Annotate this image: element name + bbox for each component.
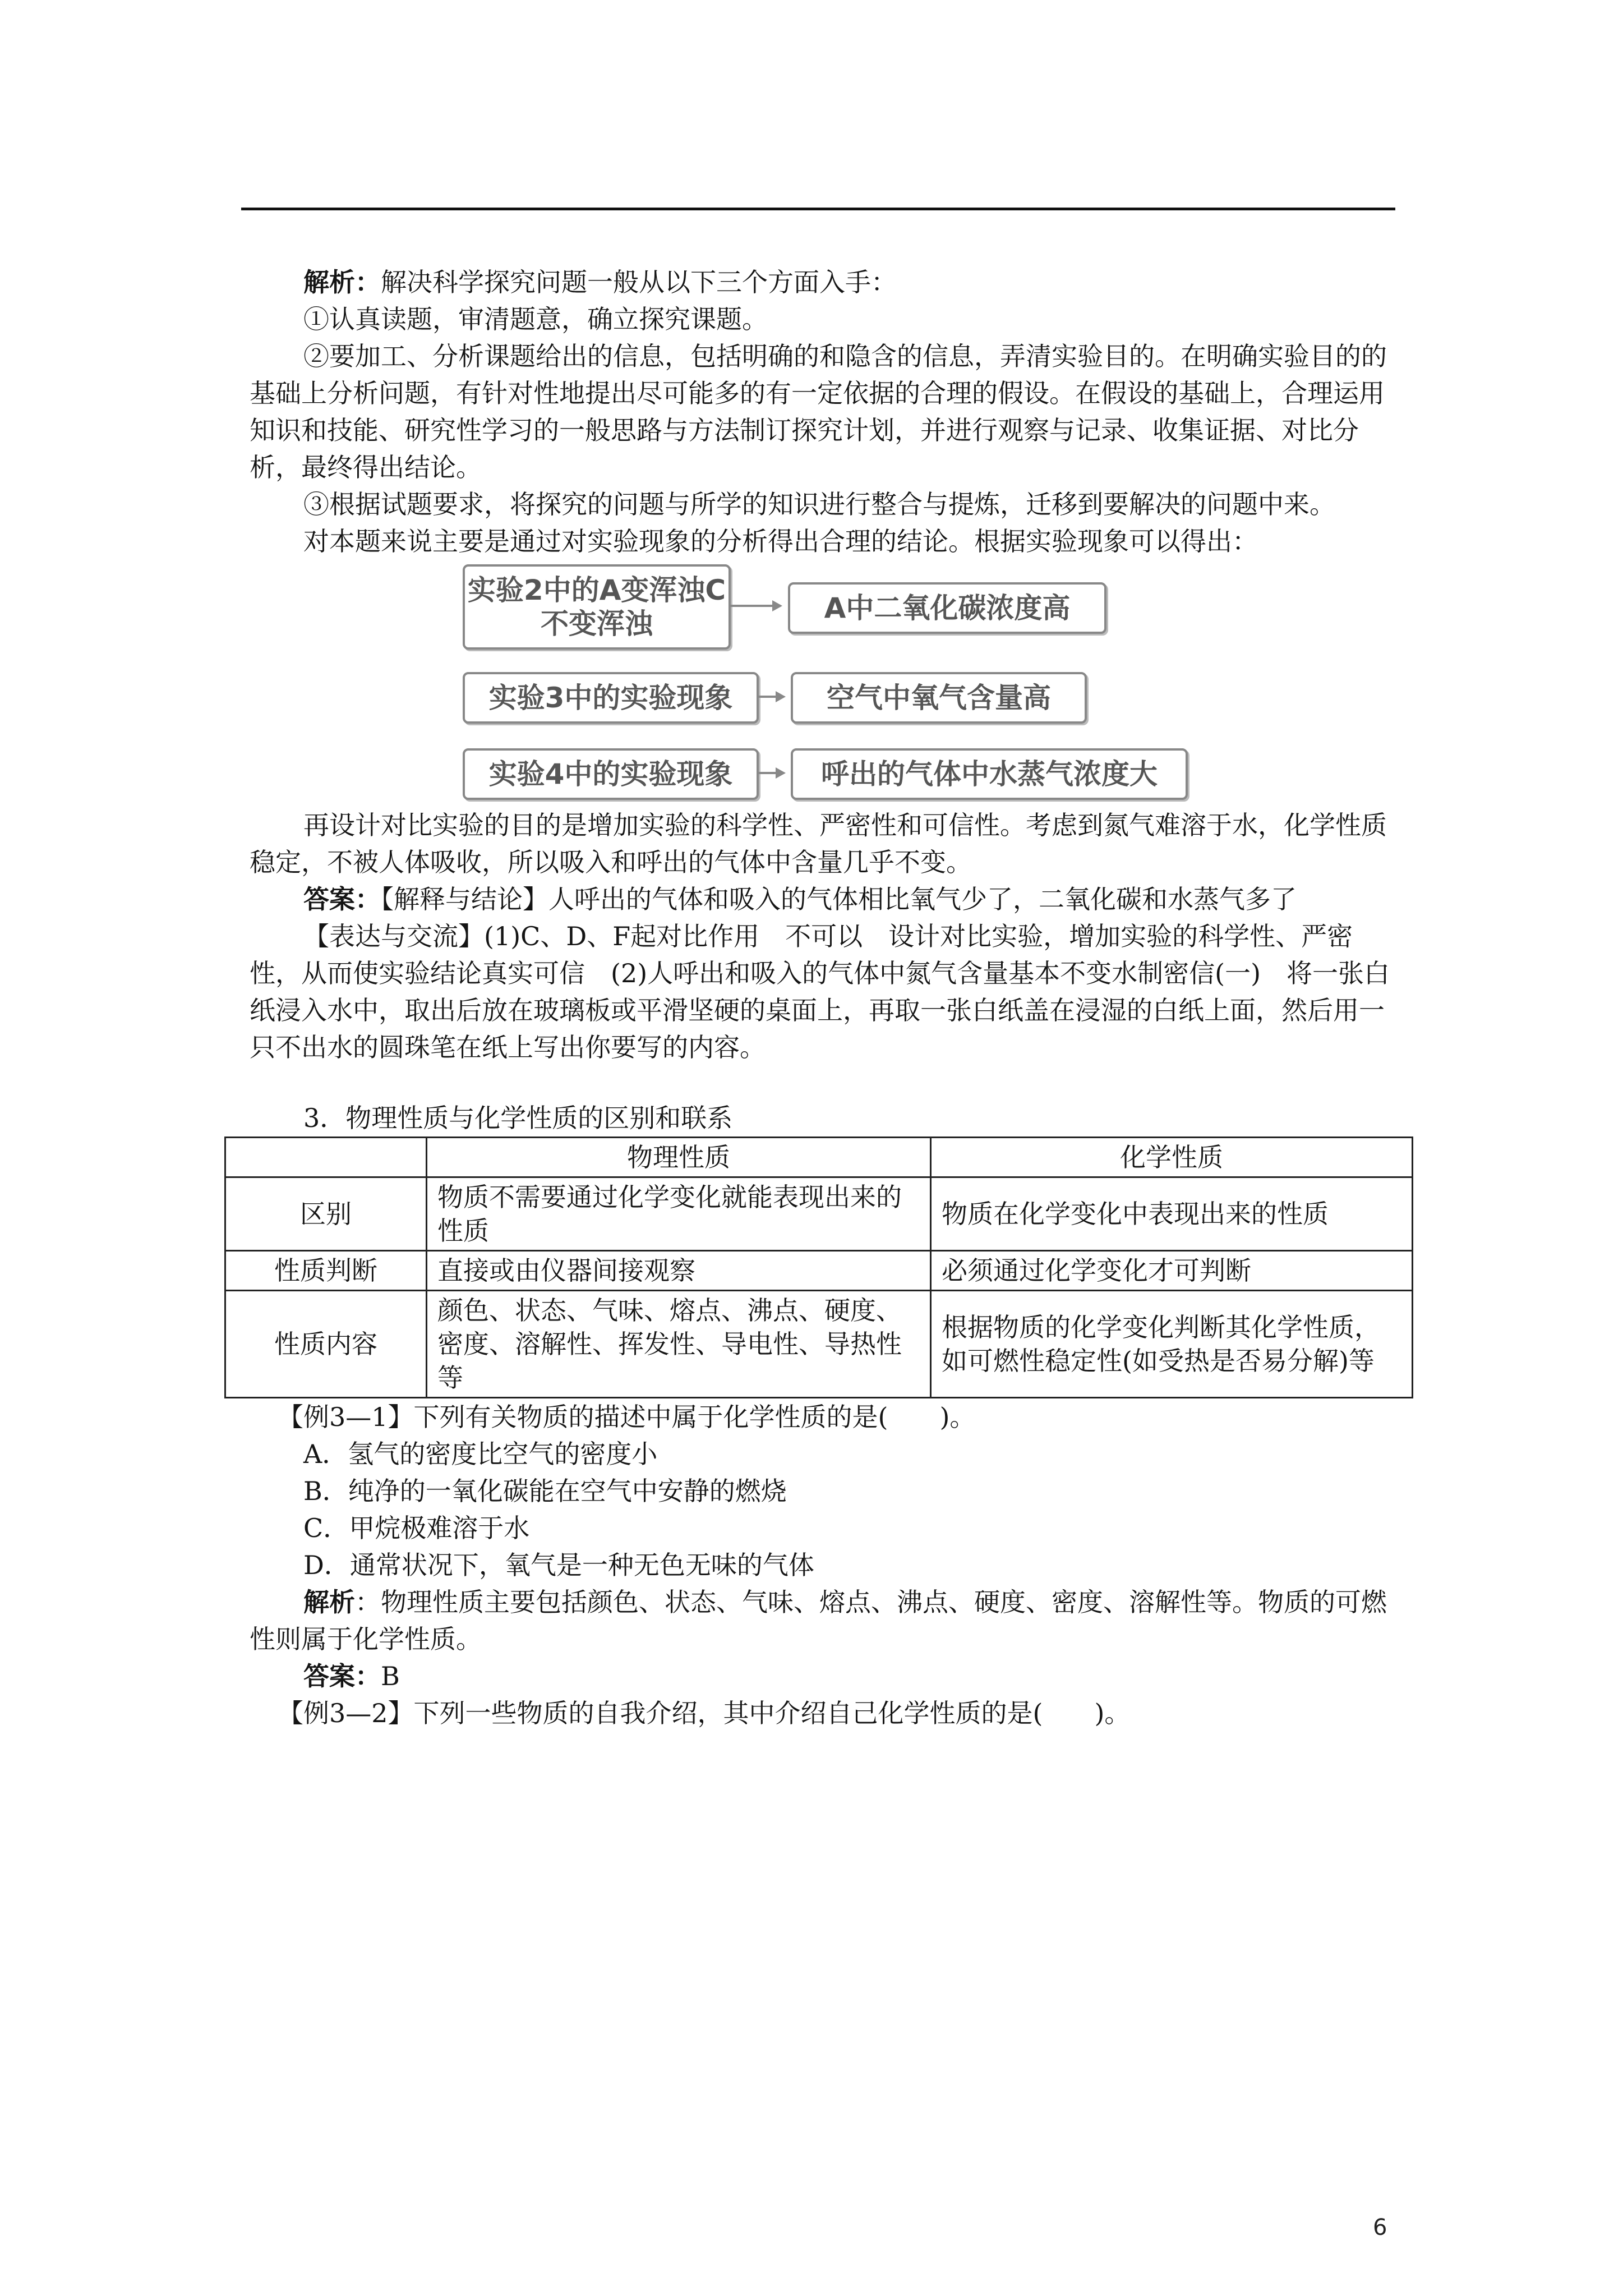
table-cell: 性质判断 [225, 1251, 427, 1291]
example-3-2-question: 【例3—2】下列一些物质的自我介绍，其中介绍自己化学性质的是( )。 [278, 1698, 1131, 1728]
table-header-cell: 物理性质 [427, 1138, 931, 1177]
example-3-1-analysis [250, 1584, 1394, 1658]
answer-label: 答案： [303, 1661, 381, 1691]
analysis-label: 解析 [303, 1587, 355, 1617]
analysis-step-2: ②要加工、分析课题给出的信息，包括明确的和隐含的信息，弄清实验目的。在明确实验目的的基础上分析问题，有针对性地提出尽可能多的有一定依据的合理的假设。在假设的基础上，合理运用知识和技能、研究性学习的一般思路与方法制订探究计划，并进行观察与记录、收集证据、对比分析，最终得出结论。 [250, 341, 1387, 482]
table-row [225, 1291, 1413, 1398]
experiment-conclusion-diagram [463, 560, 1394, 807]
table-header-cell: 化学性质 [931, 1138, 1413, 1177]
answer-label: 答案： [303, 884, 381, 914]
diagram-box-experiment-4: 实验4中的实验现象 [463, 748, 759, 800]
diagram-box-experiment-3: 实验3中的实验现象 [463, 672, 759, 724]
table-cell: 直接或由仪器间接观察 [427, 1251, 931, 1291]
after-diagram-text: 再设计对比实验的目的是增加实验的科学性、严密性和可信性。考虑到氮气难溶于水，化学性质稳定，不被人体吸收，所以吸入和呼出的气体中含量几乎不变。 [250, 810, 1387, 877]
answer-1-part-2: 【表达与交流】(1)C、D、F起对比作用 不可以 设计对比实验，增加实验的科学性、严密性，从而使实验结论真实可信 (2)人呼出和吸入的气体中氮气含量基本不变水制密信(一) 将一张白纸浸入水中，取出后放在玻璃板或平滑坚硬的桌面上，再取一张白纸盖在浸湿的白纸上面，然后用一只不出水的圆珠笔在纸上写出你要写的内容。 [250, 921, 1390, 1062]
table-cell: 必须通过化学变化才可判断 [931, 1251, 1413, 1291]
table-header-cell [225, 1138, 427, 1177]
diagram-arrow-2 [758, 696, 783, 698]
table-header-row [225, 1138, 1413, 1177]
answer-1-part-1 [250, 881, 1394, 918]
conclusion-intro: 对本题来说主要是通过对实验现象的分析得出合理的结论。根据实验现象可以得出： [303, 526, 1258, 556]
diagram-box-result-2: 空气中氧气含量高 [791, 672, 1087, 724]
option-c: C．甲烷极难溶于水 [303, 1513, 530, 1543]
section-3-title: 3．物理性质与化学性质的区别和联系 [303, 1103, 733, 1133]
page-number: 6 [1373, 2215, 1387, 2240]
analysis-label: 解析： [303, 267, 381, 297]
table-cell: 物质不需要通过化学变化就能表现出来的性质 [427, 1177, 931, 1251]
diagram-arrow-3 [758, 772, 783, 774]
example-3-1-question: 【例3—1】下列有关物质的描述中属于化学性质的是( )。 [278, 1402, 976, 1432]
analysis-intro [250, 264, 1394, 301]
table-cell: 性质内容 [225, 1291, 427, 1398]
analysis-step-3: ③根据试题要求，将探究的问题与所学的知识进行整合与提炼，迁移到要解决的问题中来。 [303, 489, 1335, 519]
answer-1-text: 【解释与结论】人呼出的气体和吸入的气体相比氧气少了，二氧化碳和水蒸气多了 [381, 884, 1297, 914]
analysis-intro-text: 解决科学探究问题一般从以下三个方面入手： [381, 267, 897, 297]
option-b: B．纯净的一氧化碳能在空气中安静的燃烧 [303, 1476, 787, 1506]
diagram-box-experiment-2: 实验2中的A变浑浊C不变浑浊 [463, 564, 731, 650]
example-3-1-answer [250, 1658, 1394, 1695]
example-3-1-analysis-text: ：物理性质主要包括颜色、状态、气味、熔点、沸点、硬度、密度、溶解性等。物质的可燃性则属于化学性质。 [250, 1587, 1387, 1654]
page-content [250, 264, 1394, 1732]
diagram-box-result-1: A中二氧化碳浓度高 [788, 582, 1106, 634]
table-cell: 根据物质的化学变化判断其化学性质，如可燃性稳定性(如受热是否易分解)等 [931, 1291, 1413, 1398]
example-3-1-answer-value: B [381, 1661, 400, 1691]
diagram-arrow-1 [730, 605, 780, 607]
option-d: D．通常状况下，氧气是一种无色无味的气体 [303, 1550, 814, 1580]
analysis-step-1: ①认真读题，审清题意，确立探究课题。 [303, 304, 768, 334]
table-row [225, 1177, 1413, 1251]
header-rule [241, 208, 1395, 210]
option-a: A．氢气的密度比空气的密度小 [303, 1439, 658, 1469]
diagram-box-result-3: 呼出的气体中水蒸气浓度大 [791, 748, 1188, 800]
table-cell: 区别 [225, 1177, 427, 1251]
table-cell: 颜色、状态、气味、熔点、沸点、硬度、密度、溶解性、挥发性、导电性、导热性等 [427, 1291, 931, 1398]
properties-table [224, 1137, 1413, 1398]
table-cell: 物质在化学变化中表现出来的性质 [931, 1177, 1413, 1251]
table-row [225, 1251, 1413, 1291]
